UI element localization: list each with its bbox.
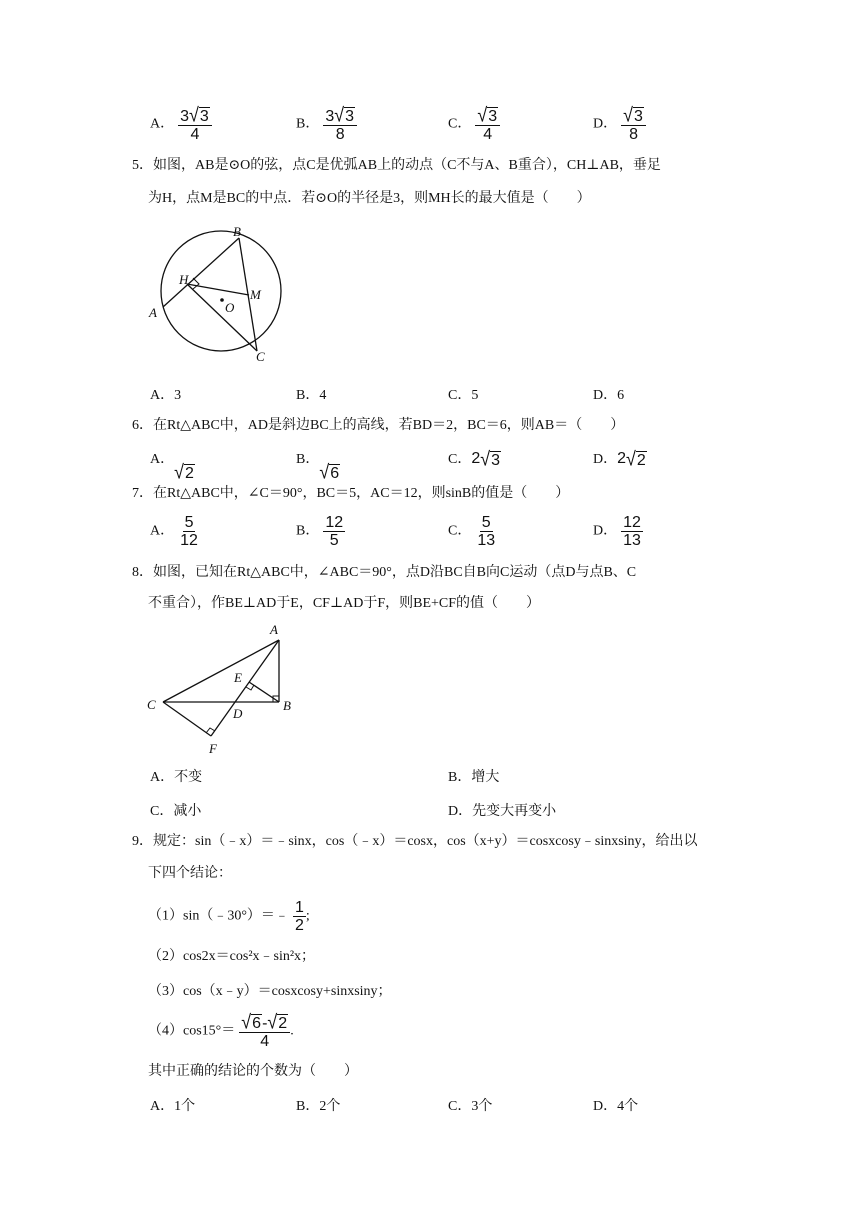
label-c: C xyxy=(147,697,156,712)
q8-option-a[interactable]: A．不变 xyxy=(150,770,203,785)
q7-option-b[interactable]: B． $\frac{12}{5}$ xyxy=(296,514,344,549)
q4-option-d[interactable]: D． √ 3 8 xyxy=(593,106,646,143)
q6-option-c[interactable]: C． 2 √ 3 xyxy=(448,448,501,470)
label-a: A xyxy=(270,622,278,637)
q5-stem-line1: 5．如图，AB是⊙O的弦，点C是优弧AB上的动点（C不与A、B重合），CH⊥AB，垂足 xyxy=(132,158,661,173)
q5-option-b[interactable]: B．4 xyxy=(296,388,327,403)
q9-stem-line1: 9．规定：sin（﹣x）＝﹣sinx，cos（﹣x）＝cosx，cos（x+y）＝cosxcosy﹣sinxsiny，给出以 xyxy=(132,834,698,849)
q6-option-b[interactable]: B． √ 6 xyxy=(296,452,340,483)
q6-option-a[interactable]: A． √ 2 xyxy=(150,452,194,483)
q5-circle-figure xyxy=(145,222,295,367)
q4-option-b[interactable]: B． 3 √ 3 8 xyxy=(296,106,357,143)
q7-option-d[interactable]: D． $\frac{12}{13}$ xyxy=(593,514,641,549)
q8-option-b[interactable]: B．增大 xyxy=(448,770,500,785)
q8-stem-line2: 不重合），作BE⊥AD于E，CF⊥AD于F，则BE+CF的值（ ） xyxy=(148,596,541,611)
label-e: E xyxy=(234,670,242,685)
label-b: B xyxy=(283,698,291,713)
q9-conclusion-4: （4）cos15°＝ √ 6 - √ 2 4 . xyxy=(148,1011,294,1050)
q5-option-c[interactable]: C．5 xyxy=(448,388,479,403)
label-c: C xyxy=(256,349,265,364)
q5-option-d[interactable]: D．6 xyxy=(593,388,625,403)
q8-option-d[interactable]: D．先变大再变小 xyxy=(448,804,557,819)
q7-option-c[interactable]: C． $\frac{5}{13}$ xyxy=(448,514,496,549)
q4-option-c[interactable]: C． √ 3 4 xyxy=(448,106,500,143)
q9-option-a[interactable]: A．1个 xyxy=(150,1099,196,1114)
label-f: F xyxy=(209,741,217,756)
label-h: H xyxy=(179,272,189,287)
q7-stem: 7．在Rt△ABC中，∠C＝90°，BC＝5，AC＝12，则sinB的值是（ ） xyxy=(132,486,570,501)
q8-option-c[interactable]: C．减小 xyxy=(150,804,202,819)
q5-option-a[interactable]: A．3 xyxy=(150,388,182,403)
q9-conclusion-3: （3）cos（x﹣y）＝cosxcosy+sinxsiny； xyxy=(148,984,392,999)
q9-option-b[interactable]: B．2个 xyxy=(296,1099,341,1114)
label-d: D xyxy=(233,706,243,721)
q8-stem-line1: 8．如图，已知在Rt△ABC中，∠ABC＝90°，点D沿BC自B向C运动（点D与点B、C xyxy=(132,565,637,580)
q9-conclusion-1: （1）sin（﹣30°）＝﹣ $\frac{1}{2}$ ; xyxy=(148,899,310,934)
q9-conclusion-2: （2）cos2x＝cos²x﹣sin²x； xyxy=(148,949,316,964)
q5-stem-line2: 为H，点M是BC的中点．若⊙O的半径是3，则MH长的最大值是（ ） xyxy=(148,191,591,206)
label-m: M xyxy=(250,287,261,302)
q9-option-d[interactable]: D．4个 xyxy=(593,1099,639,1114)
circle-o xyxy=(161,231,281,351)
q4-option-a[interactable]: A． 3 √ 3 4 xyxy=(150,106,212,143)
q7-option-a[interactable]: A． $\frac{5}{12}$ xyxy=(150,514,198,549)
q6-stem: 6．在Rt△ABC中，AD是斜边BC上的高线，若BD＝2，BC＝6，则AB＝（ ） xyxy=(132,418,625,433)
q9-question: 其中正确的结论的个数为（ ） xyxy=(148,1064,358,1079)
q9-option-c[interactable]: C．3个 xyxy=(448,1099,493,1114)
label-b: B xyxy=(233,224,241,239)
label-a: A xyxy=(149,305,157,320)
q9-stem-line2: 下四个结论： xyxy=(148,866,232,881)
q8-triangle-figure xyxy=(143,620,303,760)
q6-option-d[interactable]: D． 2 √ 2 xyxy=(593,448,646,470)
label-o: O xyxy=(225,300,235,315)
